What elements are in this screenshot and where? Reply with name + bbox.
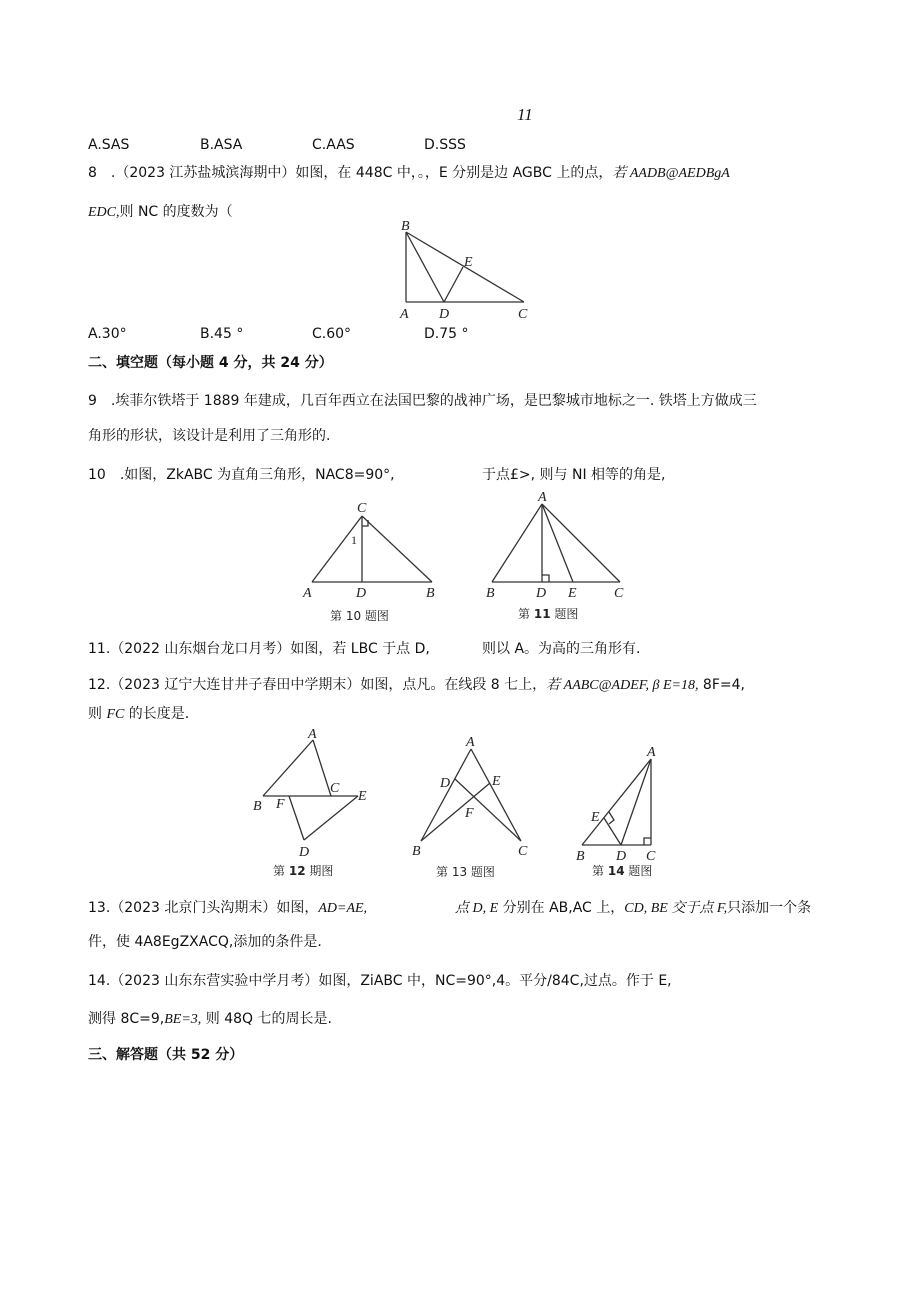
- q10-line-part1: 10 .如图，ZkABC 为直角三角形，NAC8=90°,: [88, 467, 395, 483]
- q13-label-e: E: [492, 774, 501, 789]
- q14-line1: 14.（2023 山东东营实验中学月考）如图，ZiABC 中，NC=90°,4。平分/84C,过点。作于 E,: [88, 973, 672, 989]
- q12-line2: [88, 707, 189, 722]
- q11-right-angle-mark: [542, 575, 549, 582]
- q14-figure: [572, 745, 672, 880]
- q13-caption: 第 13 题图: [436, 865, 495, 879]
- q12-line2-prefix: 则: [88, 706, 102, 722]
- q10-label-b: B: [426, 586, 435, 601]
- section2-title: 二、填空题（每小题 4 分，共 24 分）: [88, 355, 333, 371]
- q12-line1: [88, 678, 745, 693]
- q8-label-d: D: [439, 307, 450, 322]
- q11-line-part2: 则以 A。为高的三角形有.: [482, 641, 641, 657]
- q14-segment-de: [604, 818, 621, 845]
- q11-segment-ae: [542, 504, 573, 582]
- q12-line2-suffix: 的长度是.: [128, 706, 190, 722]
- q14-edge-ab: [582, 759, 651, 845]
- q13-line1-middle: 分别在 AB,AC 上，: [502, 900, 625, 916]
- q7-option-a: A.SAS: [88, 137, 130, 153]
- q11-label-c: C: [614, 586, 624, 601]
- q8-line2-italic: EDC,: [88, 205, 120, 220]
- q8-line1: [88, 166, 730, 181]
- q14-label-a: A: [647, 745, 656, 760]
- q12-label-f: F: [276, 797, 285, 812]
- page-number: 11: [517, 105, 533, 124]
- q12-edge-ac: [313, 740, 331, 796]
- q10-line-part2: 于点£>, 则与 NI 相等的角是,: [482, 467, 666, 483]
- q12-caption: [273, 863, 333, 878]
- q14-line2-italic: BE=3,: [164, 1012, 202, 1027]
- q12-line1-text: 12.（2023 辽宁大连甘井子春田中学期末）如图，点凡。在线段 8 七上，: [88, 677, 547, 693]
- q8-segment-bd: [406, 232, 444, 302]
- q11-caption: [518, 607, 578, 621]
- q11-caption-number: 11: [533, 607, 551, 621]
- q13-line1-italic: AD=AE,: [318, 901, 368, 916]
- q12-label-d: D: [299, 845, 310, 860]
- q14-label-b: B: [576, 849, 585, 864]
- q14-caption-number: 14: [607, 864, 625, 878]
- q11-label-b: B: [486, 586, 495, 601]
- q8-segment-de: [444, 267, 463, 302]
- q11-line-part1: 11.（2022 山东烟台龙口月考）如图，若 LBC 于点 D,: [88, 641, 430, 657]
- q10-label-a: A: [303, 586, 312, 601]
- q11-caption-suffix: 题图: [554, 607, 579, 621]
- q13-line1-start: [88, 901, 367, 916]
- q13-label-a: A: [466, 735, 475, 750]
- q8-label-a: A: [400, 307, 409, 322]
- q7-option-d: D.SSS: [424, 137, 466, 153]
- q12-line1-tail: 8F=4,: [702, 677, 745, 693]
- q13-line1-end: [455, 901, 811, 916]
- q13-edge-ab: [421, 749, 471, 841]
- q10-edge-ac: [312, 516, 362, 582]
- q10-caption: 第 10 题图: [330, 609, 389, 623]
- q13-line1-points: 点 D, E: [455, 901, 499, 916]
- q11-caption-prefix: 第: [518, 607, 531, 621]
- q14-line2-text: 测得 8C=9,: [88, 1011, 165, 1027]
- q11-label-a: A: [538, 490, 547, 505]
- q13-label-c: C: [518, 844, 528, 859]
- q13-line1-intersect: CD, BE 交于点 F,: [624, 901, 728, 916]
- q13-edge-ac: [471, 749, 521, 841]
- q14-line2-tail: 则 48Q 七的周长是.: [205, 1011, 332, 1027]
- q10-figure: [300, 500, 450, 625]
- q8-option-d: D.75 °: [424, 326, 469, 342]
- q11-figure: [482, 490, 632, 625]
- q12-caption-number: 12: [288, 864, 306, 878]
- q13-line2: 件，使 4A8EgZXACQ,添加的条件是.: [88, 934, 322, 950]
- q10-edge-cb: [362, 516, 432, 582]
- q12-caption-prefix: 第: [273, 864, 286, 878]
- q14-line2: [88, 1012, 332, 1027]
- q7-option-c: C.AAS: [312, 137, 355, 153]
- q14-right-angle-mark-c: [644, 838, 651, 845]
- q8-option-c: C.60°: [312, 326, 352, 342]
- q12-label-e: E: [358, 789, 367, 804]
- q9-line2: 角形的形状，该设计是利用了三角形的.: [88, 428, 331, 444]
- q8-label-c: C: [518, 307, 528, 322]
- q12-edge-de: [304, 796, 358, 840]
- q8-line2: [88, 205, 233, 220]
- q12-edge-fd: [289, 796, 304, 840]
- q12-label-b: B: [253, 799, 262, 814]
- q14-caption-prefix: 第: [592, 864, 605, 878]
- q8-line2-text: 则 NC 的度数为（: [119, 204, 233, 220]
- q12-label-a: A: [308, 727, 317, 742]
- q8-option-a: A.30°: [88, 326, 127, 342]
- q11-label-d: D: [536, 586, 547, 601]
- q13-line1-tail: 只添加一个条: [727, 900, 812, 916]
- q9-line1: 9 .埃菲尔铁塔于 1889 年建成，几百年西立在法国巴黎的战神广场，是巴黎城市地标之一. 铁塔上方做成三: [88, 393, 757, 409]
- q12-label-c: C: [330, 781, 340, 796]
- q12-line1-italic: 若 AABC@ADEF, β E=18,: [546, 678, 699, 693]
- q14-label-d: D: [616, 849, 627, 864]
- q12-edge-ba: [263, 740, 313, 796]
- q8-option-b: B.45 °: [200, 326, 244, 342]
- q7-option-b: B.ASA: [200, 137, 243, 153]
- q13-label-f: F: [465, 806, 474, 821]
- section3-title: 三、解答题（共 52 分）: [88, 1047, 244, 1063]
- q13-line1-text: 13.（2023 北京门头沟期末）如图，: [88, 900, 319, 916]
- q13-segment-be: [421, 783, 490, 841]
- q13-label-d: D: [440, 776, 451, 791]
- q8-line1-text: 8 .（2023 江苏盐城滨海期中）如图，在 448C 中，。，E 分别是边 AGBC 上的点，: [88, 165, 613, 181]
- q14-label-e: E: [591, 810, 600, 825]
- q8-label-e: E: [464, 255, 473, 270]
- q11-label-e: E: [568, 586, 577, 601]
- q14-caption: [592, 864, 652, 878]
- q14-right-angle-mark-e: [609, 812, 614, 824]
- q12-figure: [248, 727, 378, 878]
- q13-figure: [408, 735, 538, 883]
- q11-edge-ac: [542, 504, 620, 582]
- q8-figure: [396, 218, 536, 322]
- q12-caption-suffix: 期图: [309, 864, 334, 878]
- q13-label-b: B: [412, 844, 421, 859]
- q12-line2-segment: FC: [106, 707, 125, 722]
- q11-edge-ab: [492, 504, 542, 582]
- q10-label-c: C: [357, 501, 367, 516]
- q10-label-d: D: [356, 586, 367, 601]
- q10-label-angle1: 1: [351, 533, 357, 547]
- q14-segment-ad: [621, 759, 651, 845]
- q14-caption-suffix: 题图: [628, 864, 653, 878]
- q14-label-c: C: [646, 849, 656, 864]
- q8-label-b: B: [401, 219, 410, 234]
- q8-line1-italic: 若 AADB@AEDBgA: [612, 166, 730, 181]
